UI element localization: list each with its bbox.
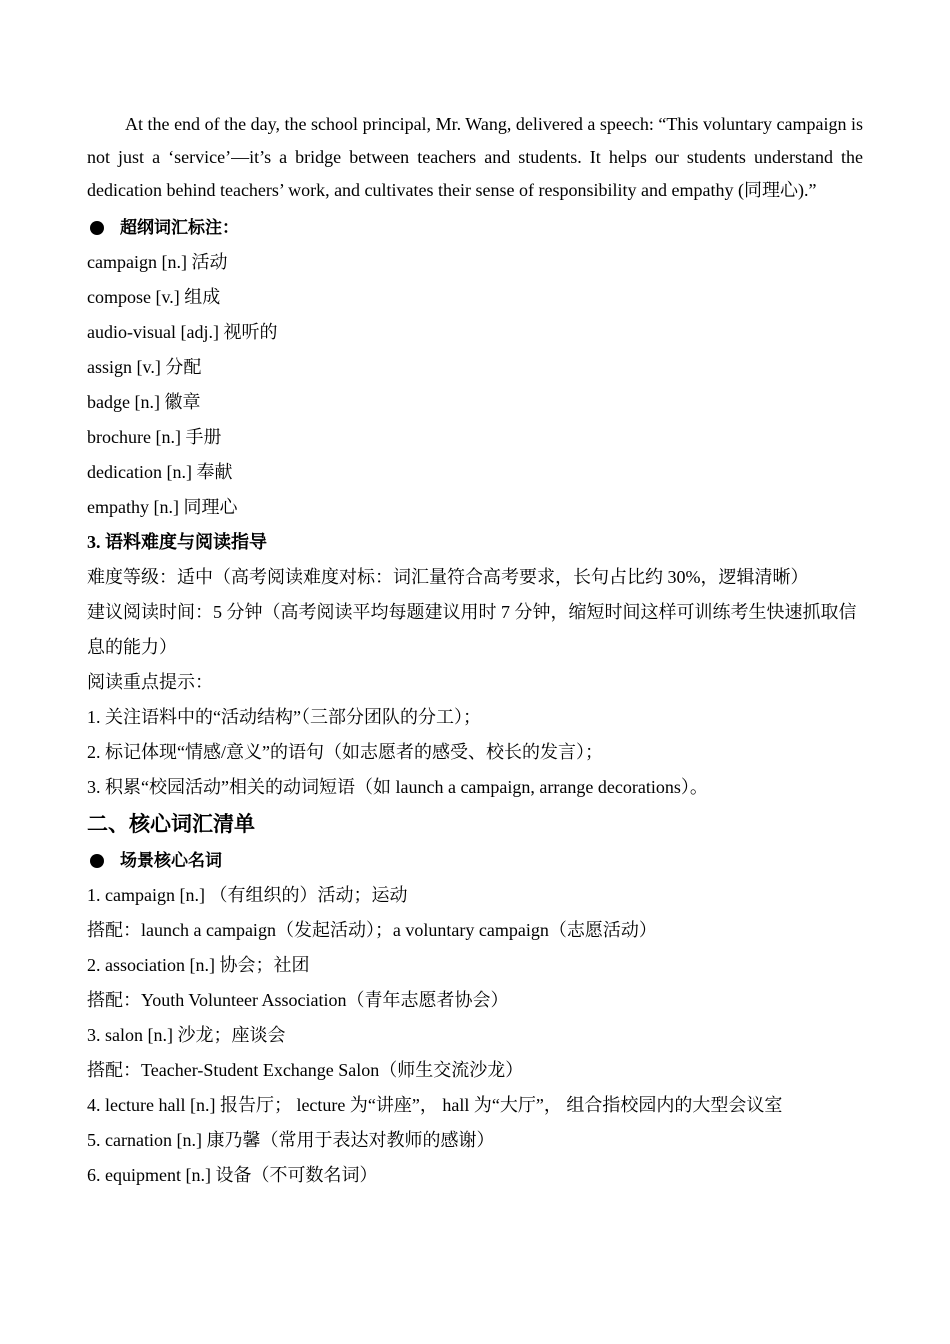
tip-item: 1. 关注语料中的“活动结构”（三部分团队的分工）； xyxy=(87,707,481,727)
vocab-item: campaign [n.] 活动 xyxy=(87,252,228,272)
tip-item: 3. 积累“校园活动”相关的动词短语（如 launch a campaign, arrange decorations）。 xyxy=(87,777,708,797)
core-line: 搭配：launch a campaign（发起活动）；a voluntary campaign（志愿活动） xyxy=(87,920,657,940)
difficulty-level: 难度等级：适中（高考阅读难度对标：词汇量符合高考要求，长句占比约 30%，逻辑清晰） xyxy=(87,567,809,587)
vocab-item: empathy [n.] 同理心 xyxy=(87,497,238,517)
intro-paragraph: At the end of the day, the school principal, Mr. Wang, delivered a speech: “This voluntary campaign is not just a ‘service’—it’s a bridge between teachers and students. It helps our students understand the dedication behind teachers’ work, and cultivates their sense of responsibility and empathy (同理心).” xyxy=(87,114,863,200)
core-subheading-text: 场景核心名词 xyxy=(120,851,222,870)
core-line: 3. salon [n.] 沙龙；座谈会 xyxy=(87,1025,286,1045)
tips-label: 阅读重点提示： xyxy=(87,672,213,692)
document-page xyxy=(87,108,863,1193)
vocab-item: compose [v.] 组成 xyxy=(87,287,221,307)
vocab-heading xyxy=(87,210,863,245)
bullet-icon xyxy=(90,854,104,868)
difficulty-heading: 3. 语料难度与阅读指导 xyxy=(87,532,267,552)
core-line: 搭配：Youth Volunteer Association（青年志愿者协会） xyxy=(87,990,509,1010)
core-line: 搭配：Teacher-Student Exchange Salon（师生交流沙龙） xyxy=(87,1060,524,1080)
core-vocab-list xyxy=(87,878,863,1193)
core-subheading xyxy=(87,843,863,878)
core-vocab-heading: 二、核心词汇清单 xyxy=(87,812,255,836)
core-line: 5. carnation [n.] 康乃馨（常用于表达对教师的感谢） xyxy=(87,1130,495,1150)
core-line: 1. campaign [n.] （有组织的）活动；运动 xyxy=(87,885,408,905)
bullet-icon xyxy=(90,221,104,235)
vocab-item: audio-visual [adj.] 视听的 xyxy=(87,322,278,342)
vocab-item: badge [n.] 徽章 xyxy=(87,392,201,412)
core-line: 2. association [n.] 协会；社团 xyxy=(87,955,310,975)
vocab-heading-text: 超纲词汇标注： xyxy=(120,218,239,237)
vocab-item: brochure [n.] 手册 xyxy=(87,427,222,447)
vocab-item: dedication [n.] 奉献 xyxy=(87,462,233,482)
vocab-list xyxy=(87,245,863,525)
tip-item: 2. 标记体现“情感/意义”的语句（如志愿者的感受、校长的发言）； xyxy=(87,742,603,762)
vocab-item: assign [v.] 分配 xyxy=(87,357,202,377)
reading-time: 建议阅读时间：5 分钟（高考阅读平均每题建议用时 7 分钟，缩短时间这样可训练考生快速抓取信息的能力） xyxy=(87,602,857,657)
core-line: 4. lecture hall [n.] 报告厅； lecture 为“讲座”， hall 为“大厅”， 组合指校园内的大型会议室 xyxy=(87,1095,783,1115)
core-line: 6. equipment [n.] 设备（不可数名词） xyxy=(87,1165,378,1185)
